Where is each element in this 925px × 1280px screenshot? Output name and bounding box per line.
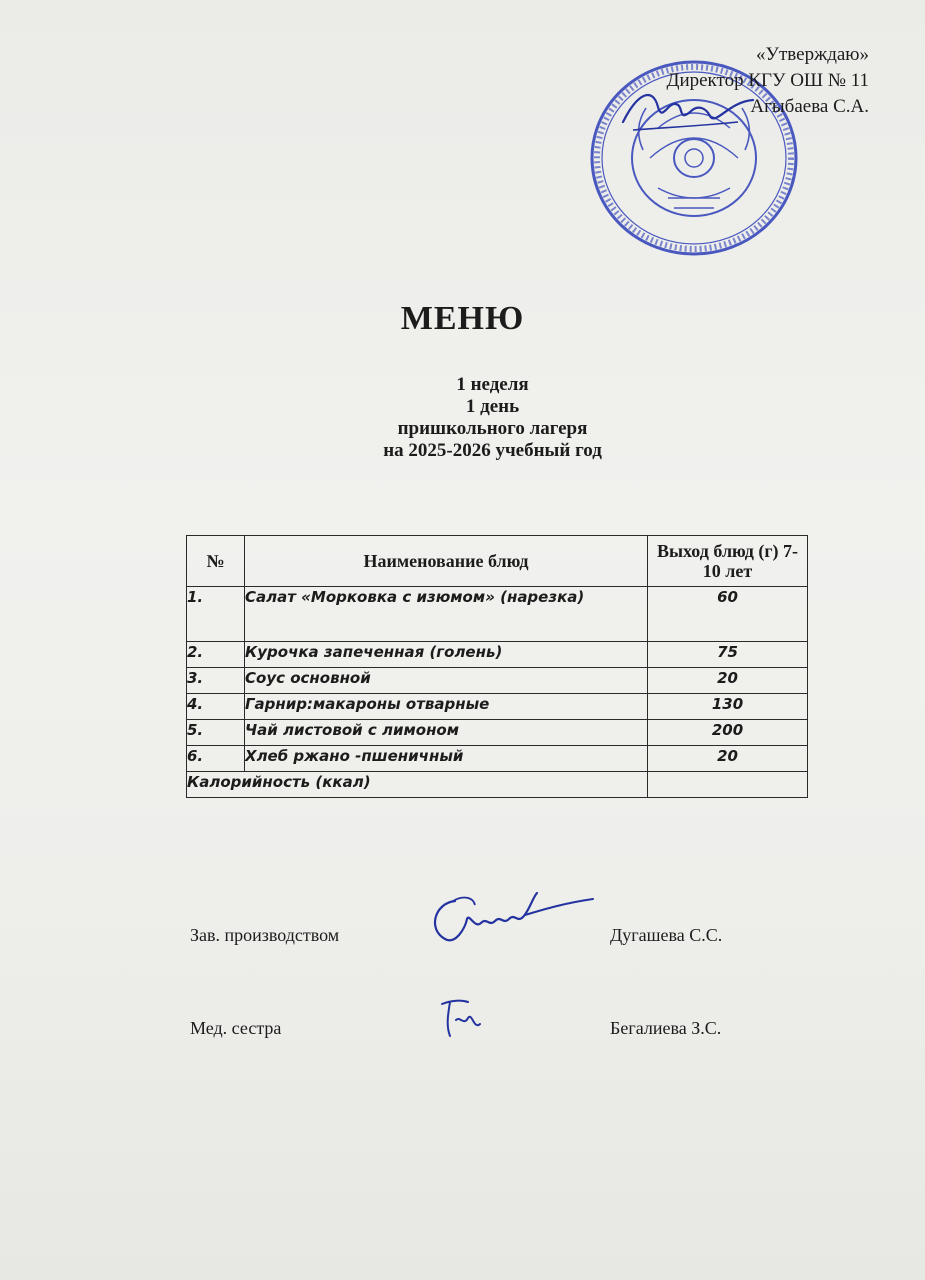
table-total-row (187, 772, 808, 798)
signature-role: Зав. производством (190, 925, 340, 945)
table-row (187, 587, 808, 642)
signature-icon (425, 889, 595, 951)
year-label: на 2025-2026 учебный год (383, 440, 602, 461)
camp-label: пришкольного лагеря (397, 418, 588, 439)
calories-value (648, 772, 808, 798)
row-dish: Чай листовой с лимоном (245, 720, 648, 746)
row-num: 4. (187, 694, 245, 720)
page-title: МЕНЮ (400, 300, 525, 337)
header-yield: Выход блюд (г) 7-10 лет (648, 536, 808, 587)
row-num: 1. (187, 587, 245, 642)
row-num: 2. (187, 642, 245, 668)
row-yield: 200 (648, 720, 808, 746)
row-num: 5. (187, 720, 245, 746)
approval-line-1: «Утверждаю» (756, 44, 869, 65)
signature-role: Мед. сестра (190, 1018, 282, 1038)
signature-icon (438, 996, 488, 1042)
row-yield: 75 (648, 642, 808, 668)
approval-line-3: Агыбаева С.А. (750, 96, 869, 117)
row-num: 6. (187, 746, 245, 772)
approval-line-2: Директор КГУ ОШ № 11 (666, 70, 869, 91)
row-num: 3. (187, 668, 245, 694)
signature-name: Дугашева С.С. (610, 925, 723, 945)
table-row (187, 720, 808, 746)
row-dish: Гарнир:макароны отварные (245, 694, 648, 720)
row-dish: Курочка запеченная (голень) (245, 642, 648, 668)
row-yield: 20 (648, 668, 808, 694)
table-row (187, 668, 808, 694)
table-row (187, 746, 808, 772)
director-signature-icon (618, 82, 758, 142)
row-dish: Соус основной (245, 668, 648, 694)
calories-label: Калорийность (ккал) (187, 772, 648, 798)
signature-name: Бегалиева З.С. (610, 1018, 722, 1038)
row-yield: 130 (648, 694, 808, 720)
row-yield: 60 (648, 587, 808, 642)
row-dish: Салат «Морковка с изюмом» (нарезка) (245, 587, 648, 642)
table-header-row (187, 536, 808, 587)
row-dish: Хлеб ржано -пшеничный (245, 746, 648, 772)
header-num: № (187, 536, 245, 587)
menu-table (186, 535, 808, 798)
header-dish-name: Наименование блюд (245, 536, 648, 587)
menu-subtitle (0, 374, 925, 462)
table-row (187, 642, 808, 668)
week-label: 1 неделя (456, 374, 529, 395)
table-row (187, 694, 808, 720)
row-yield: 20 (648, 746, 808, 772)
day-label: 1 день (465, 396, 520, 417)
